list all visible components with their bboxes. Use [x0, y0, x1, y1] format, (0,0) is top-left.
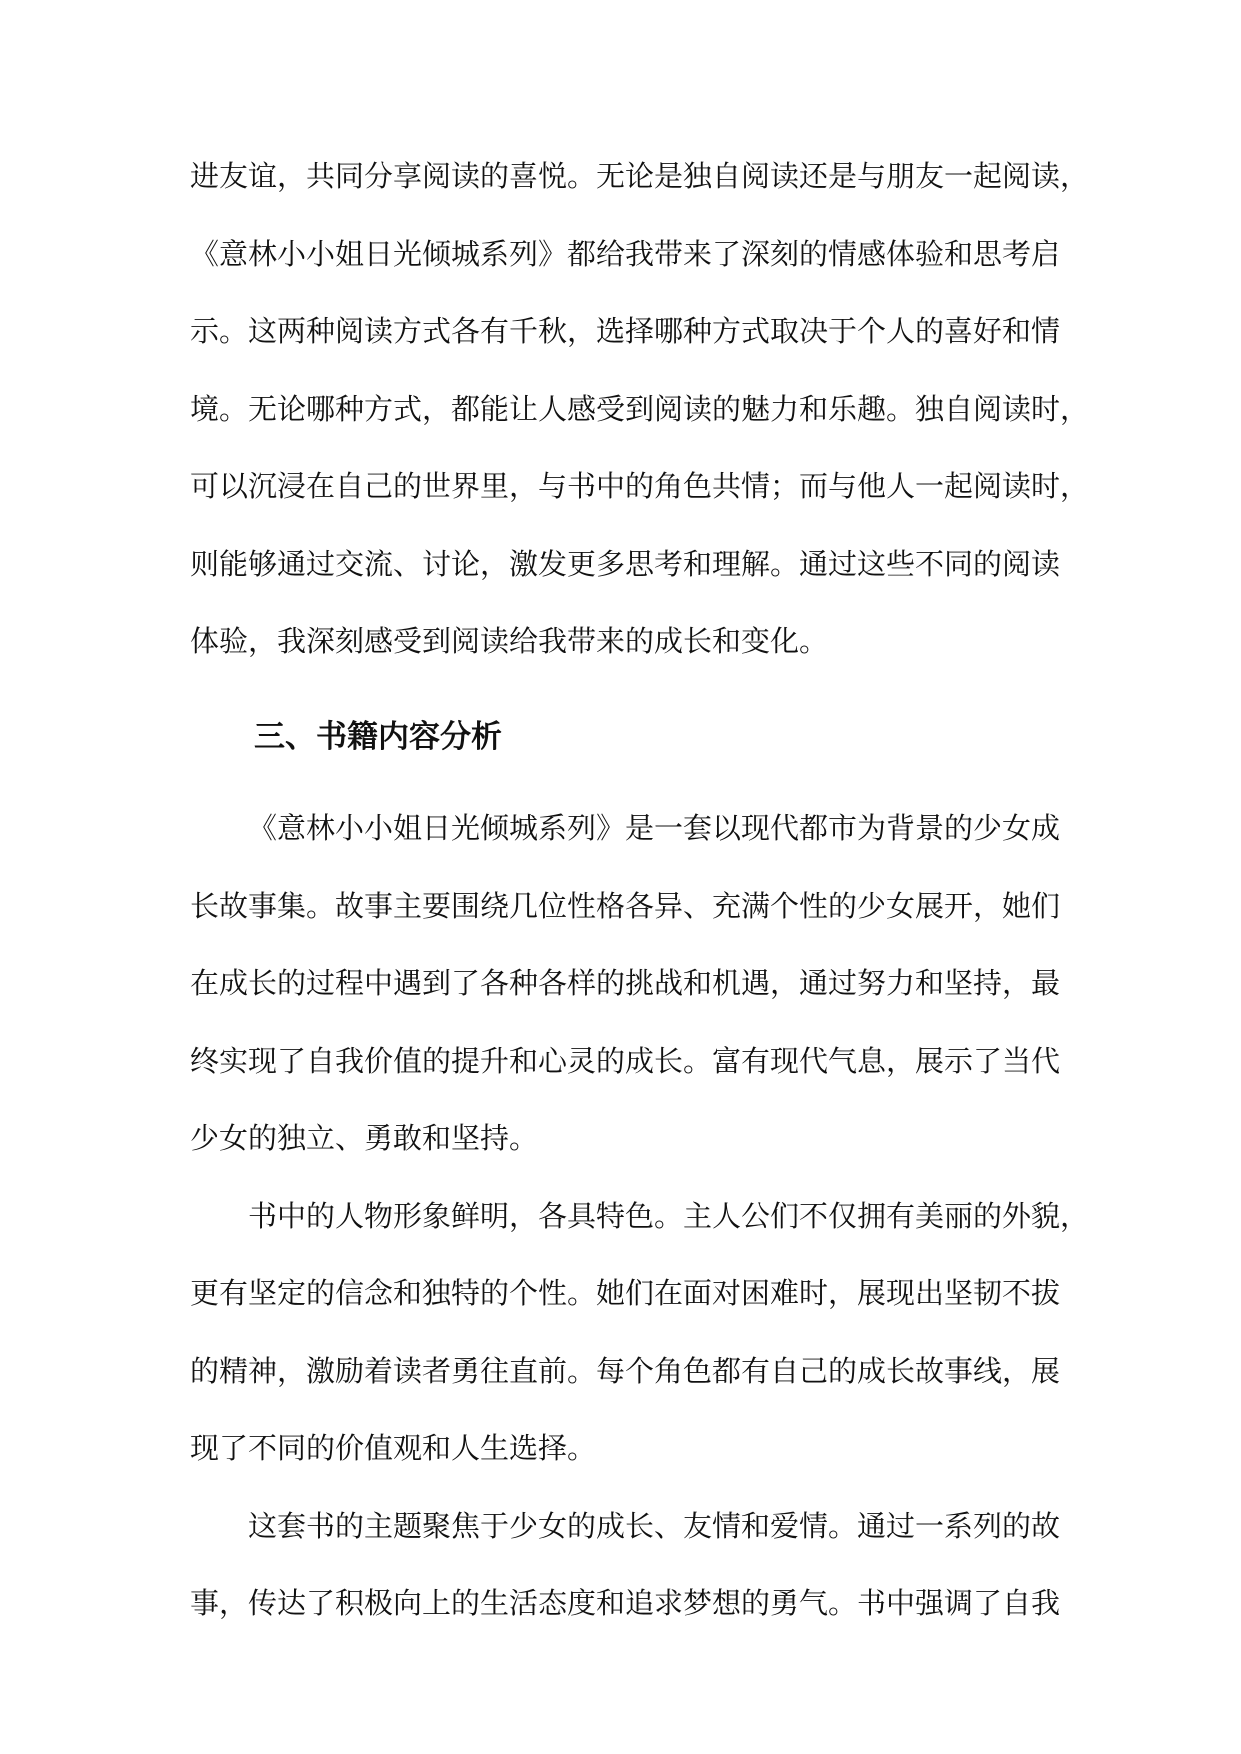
- text-line: 进友谊，共同分享阅读的喜悦。无论是独自阅读还是与朋友一起阅读，: [190, 159, 1090, 193]
- text-line: 示。这两种阅读方式各有千秋，选择哪种方式取决于个人的喜好和情: [190, 314, 1061, 348]
- text-line: 《意林小小姐日光倾城系列》都给我带来了深刻的情感体验和思考启: [190, 236, 1061, 271]
- text-line: 书中的人物形象鲜明，各具特色。主人公们不仅拥有美丽的外貌，: [248, 1198, 1090, 1233]
- text-line: 少女的独立、勇敢和坚持。: [190, 1121, 539, 1155]
- section-heading: 三、书籍内容分析: [254, 719, 502, 755]
- text-line: 终实现了自我价值的提升和心灵的成长。富有现代气息，展示了当代: [190, 1043, 1061, 1078]
- text-line: 《意林小小姐日光倾城系列》是一套以现代都市为背景的少女成: [248, 811, 1061, 845]
- text-line: 的精神，激励着读者勇往直前。每个角色都有自己的成长故事线，展: [190, 1353, 1061, 1388]
- text-line: 可以沉浸在自己的世界里，与书中的角色共情；而与他人一起阅读时，: [190, 469, 1090, 503]
- text-line: 境。无论哪种方式，都能让人感受到阅读的魅力和乐趣。独自阅读时，: [190, 391, 1090, 426]
- text-line: 现了不同的价值观和人生选择。: [190, 1431, 597, 1465]
- text-line: 则能够通过交流、讨论，激发更多思考和理解。通过这些不同的阅读: [190, 546, 1061, 581]
- text-line: 长故事集。故事主要围绕几位性格各异、充满个性的少女展开，她们: [190, 888, 1061, 923]
- text-line: 事，传达了积极向上的生活态度和追求梦想的勇气。书中强调了自我: [190, 1586, 1061, 1620]
- text-line: 这套书的主题聚焦于少女的成长、友情和爱情。通过一系列的故: [248, 1508, 1061, 1543]
- section-book-content-analysis: [190, 790, 1090, 1643]
- paragraph-reading-experience: [190, 138, 1090, 681]
- text-line: 体验，我深刻感受到阅读给我带来的成长和变化。: [190, 624, 829, 658]
- text-line: 更有坚定的信念和独特的个性。她们在面对困难时，展现出坚韧不拔: [190, 1276, 1061, 1310]
- text-line: 在成长的过程中遇到了各种各样的挑战和机遇，通过努力和坚持，最: [190, 966, 1061, 1000]
